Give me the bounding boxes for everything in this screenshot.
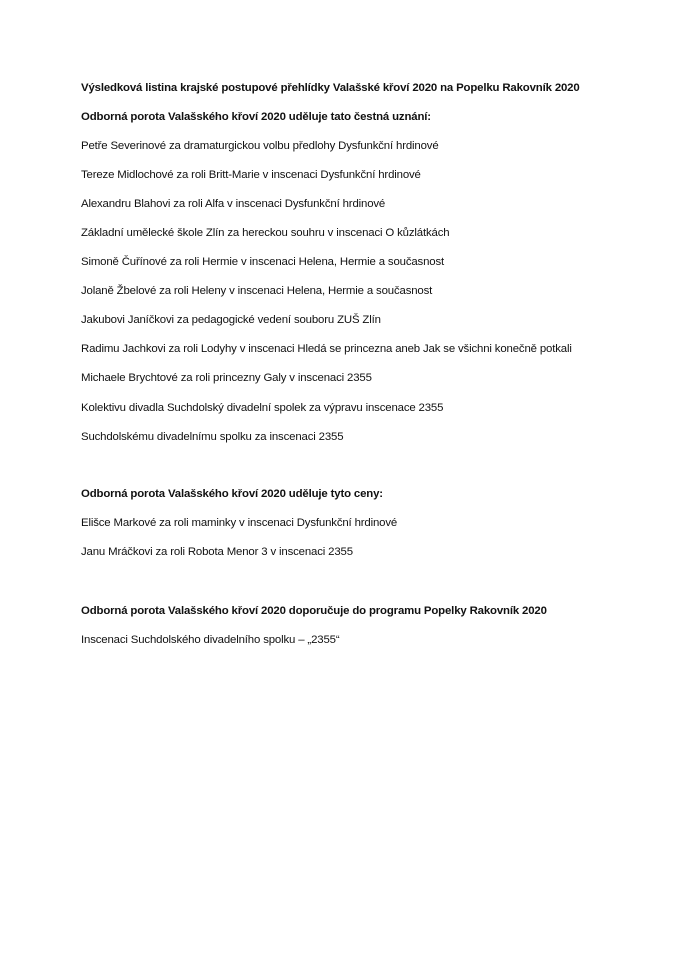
honors-item: Simoně Čuřínové za roli Hermie v inscenaci Helena, Hermie a současnost — [81, 256, 445, 268]
honors-item: Petře Severinové za dramaturgickou volbu předlohy Dysfunkční hrdinové — [81, 140, 439, 152]
honors-item: Suchdolskému divadelnímu spolku za inscenaci 2355 — [81, 431, 344, 443]
document-title: Výsledková listina krajské postupové přehlídky Valašské křoví 2020 na Popelku Rakovník 2020 — [81, 82, 580, 94]
honors-item: Radimu Jachkovi za roli Lodyhy v inscenaci Hledá se princezna aneb Jak se všichni konečně potkali — [81, 343, 572, 355]
recommendation-item: Inscenaci Suchdolského divadelního spolku – „2355“ — [81, 634, 340, 646]
recommendation-heading: Odborná porota Valašského křoví 2020 doporučuje do programu Popelky Rakovník 2020 — [81, 605, 547, 617]
honors-heading: Odborná porota Valašského křoví 2020 uděluje tato čestná uznání: — [81, 111, 431, 123]
prizes-item: Janu Mráčkovi za roli Robota Menor 3 v inscenaci 2355 — [81, 546, 353, 558]
honors-item: Michaele Brychtové za roli princezny Galy v inscenaci 2355 — [81, 372, 372, 384]
prizes-item: Elišce Markové za roli maminky v inscenaci Dysfunkční hrdinové — [81, 517, 398, 529]
honors-item: Jakubovi Janíčkovi za pedagogické vedení souboru ZUŠ Zlín — [81, 314, 381, 326]
prizes-heading: Odborná porota Valašského křoví 2020 uděluje tyto ceny: — [81, 488, 383, 500]
honors-item: Tereze Midlochové za roli Britt-Marie v inscenaci Dysfunkční hrdinové — [81, 169, 421, 181]
honors-item: Jolaně Žbelové za roli Heleny v inscenaci Helena, Hermie a současnost — [81, 285, 433, 297]
honors-item: Kolektivu divadla Suchdolský divadelní spolek za výpravu inscenace 2355 — [81, 402, 444, 414]
honors-item: Alexandru Blahovi za roli Alfa v inscenaci Dysfunkční hrdinové — [81, 198, 386, 210]
honors-item: Základní umělecké škole Zlín za hereckou souhru v inscenaci O kůzlátkách — [81, 227, 450, 239]
